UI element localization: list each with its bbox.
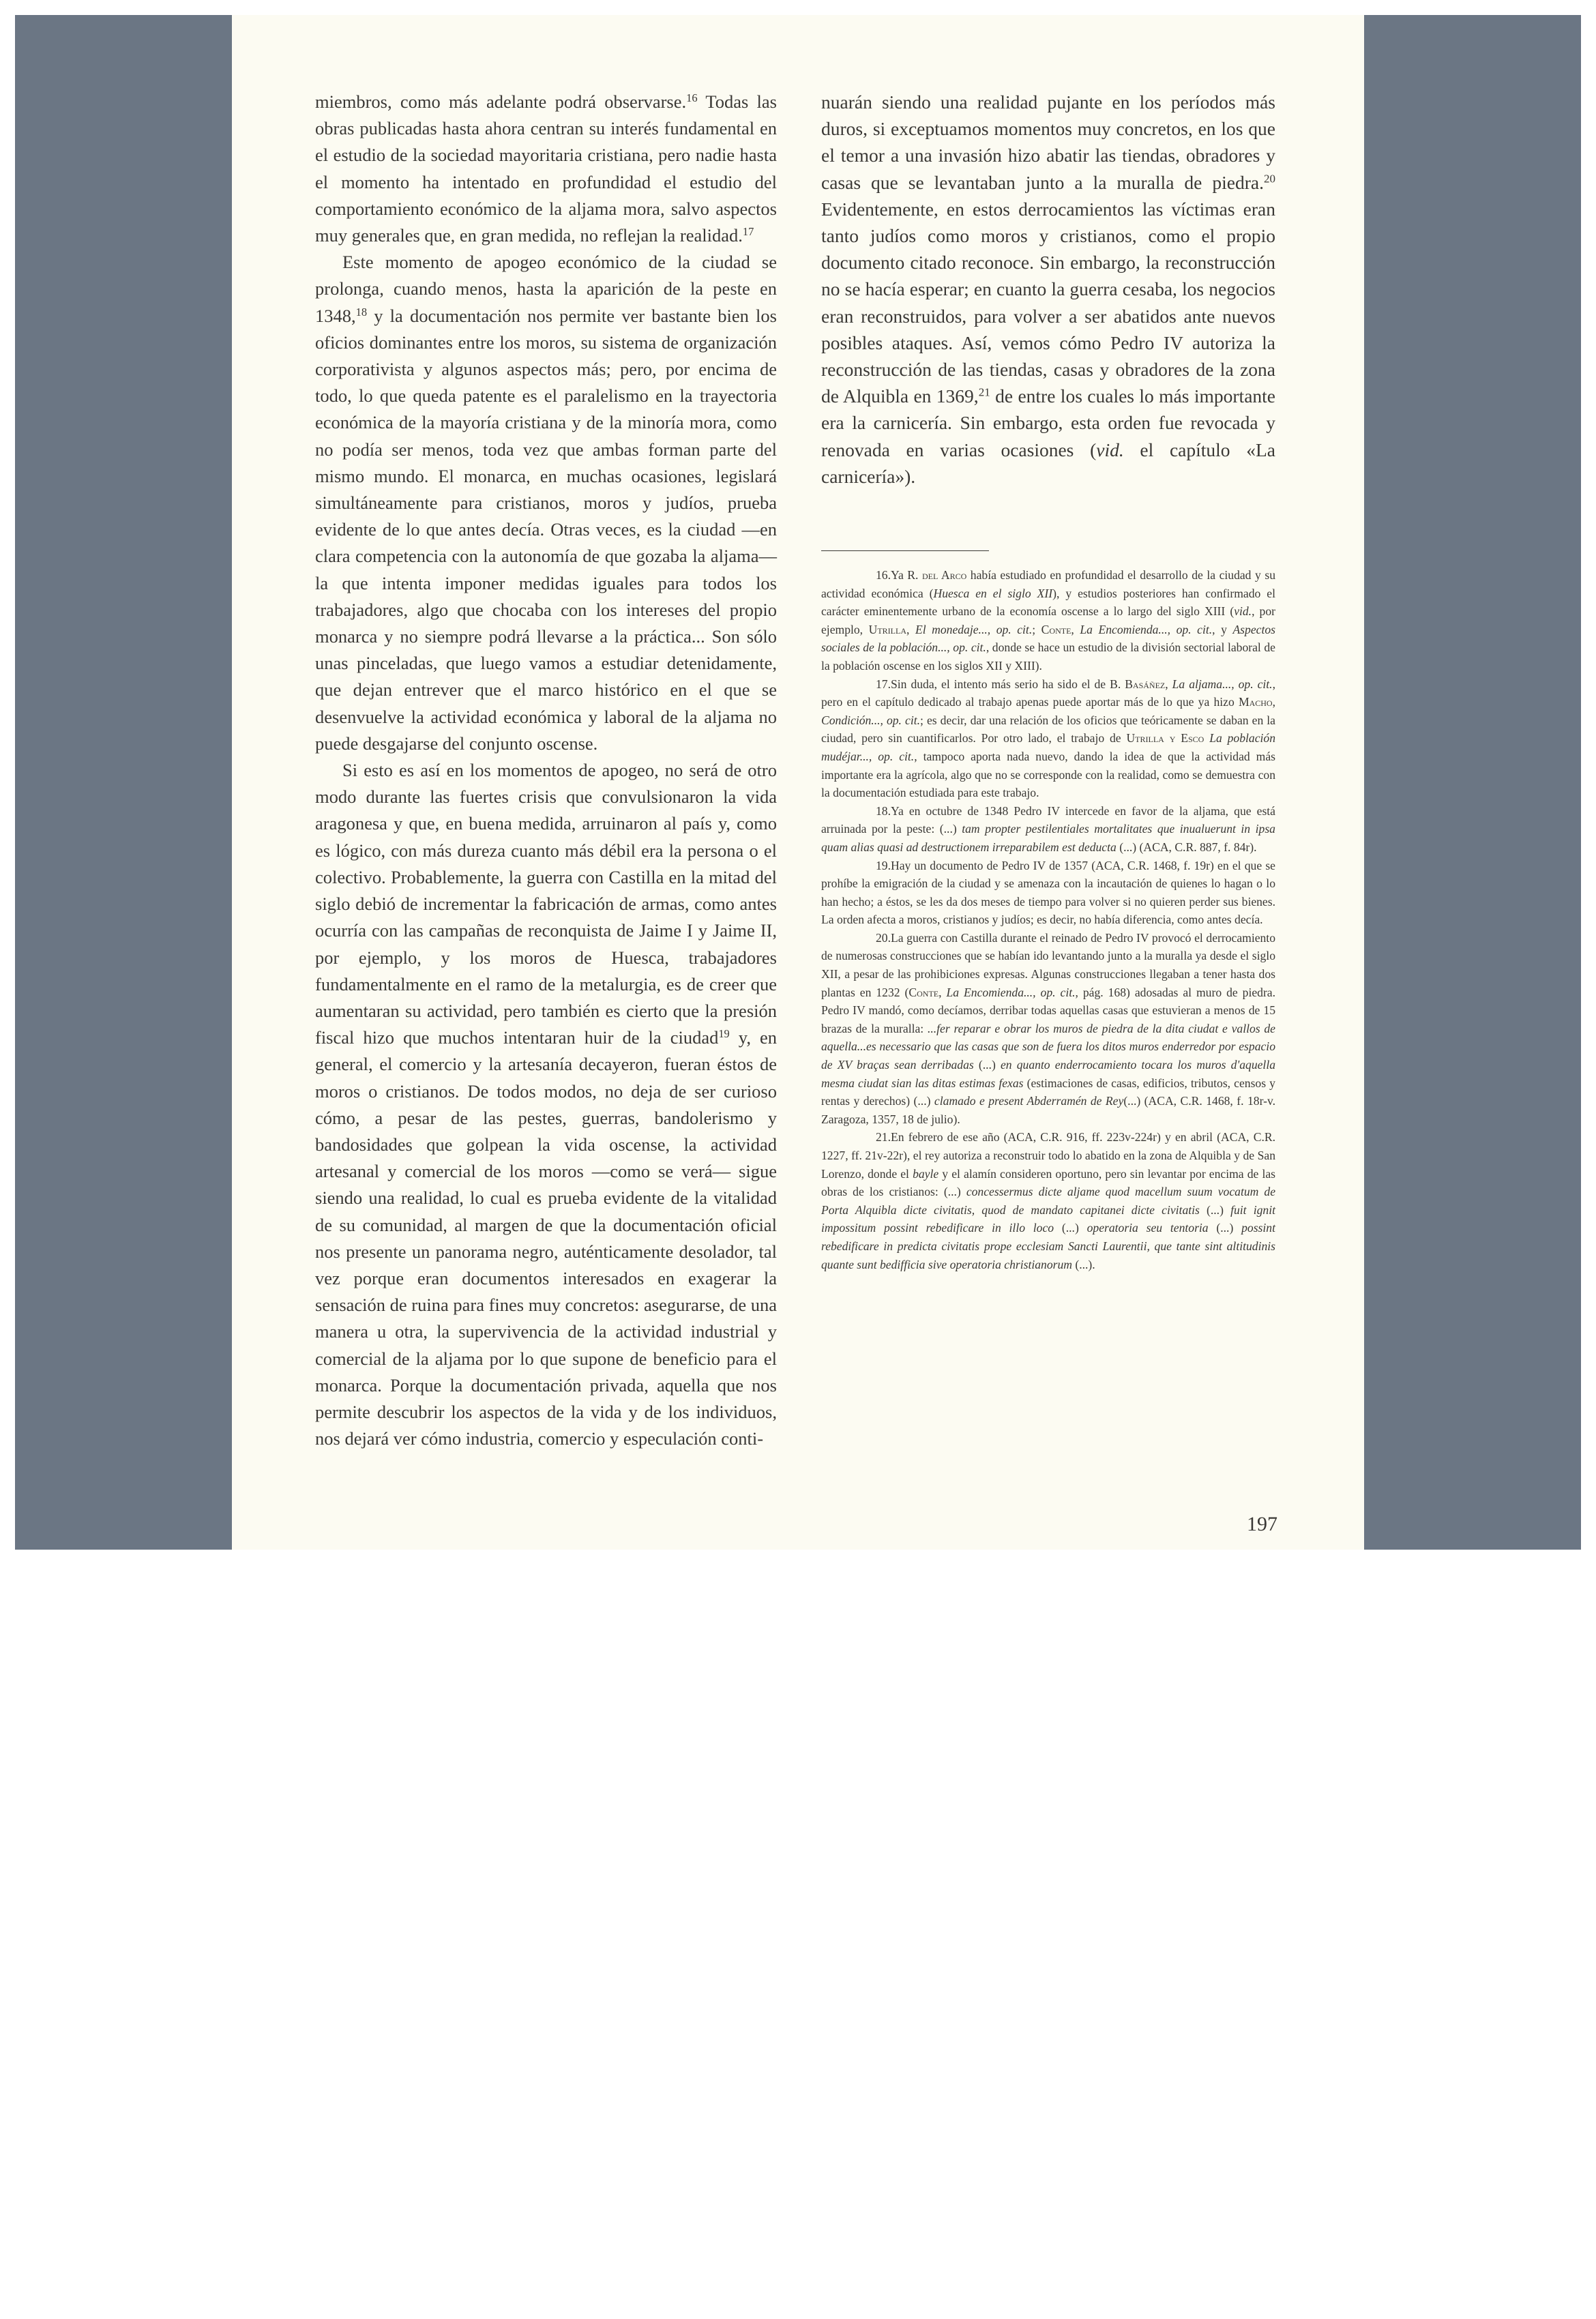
book-page (232, 15, 1364, 1550)
left-column (315, 89, 777, 1452)
footnote-20: 20.La guerra con Castilla durante el reinado de Pedro IV provocó el derrocamiento de numerosas construcciones que se habían ido levantando junto a la muralla ya desde el siglo XII, a pesar de las prohibiciones expresas. Algunas construcciones llegaban a tener hasta dos plantas en 1232 (Conte, La Encomienda..., op. cit., pág. 168) adosadas al muro de piedra. Pedro IV mandó, como decíamos, derribar todas aquellas casas que estuvieran a menos de 15 brazas de la muralla: ...fer reparar e obrar los muros de piedra de la dita ciudat e vallos de aquella...es necessario que las casas que son de fuera los ditos muros enderredor por espacio de XV braças sean derribadas (...) en quanto enderrocamiento tocara los muros d'aquella mesma ciudat sian las ditas estimas fexas (estimaciones de casas, edificios, tributos, censos y rentas y derechos) (...) clamado e present Abderramén de Rey(...) (ACA, C.R. 1468, f. 18r-v. Zaragoza, 1357, 18 de julio). (821, 930, 1276, 1126)
right-column (821, 89, 1275, 490)
paragraph: miembros, como más adelante podrá observarse.$^{16}$ Todas las obras publicadas hasta ahora centran su interés fundamental en el estudio de la sociedad mayoritaria cristiana, pero nadie hasta el momento ha intentado en profundidad el estudio del comportamiento económico de la aljama mora, salvo aspectos muy generales que, en gran medida, no reflejan la realidad.$^{17}$ (315, 91, 777, 246)
footnotes (821, 566, 1275, 1273)
footnote-ref: 19 (718, 1027, 730, 1041)
paragraph: Si esto es así en los momentos de apogeo, no será de otro modo durante las fuertes crisis que convulsionaron la vida aragonesa y que, en buena medida, arruinaron al país y, como es lógico, con más dureza cuanto más débil era la persona o el colectivo. Probablemente, la guerra con Castilla en la mitad del siglo debió de incrementar la fabricación de armas, como antes ocurría con las campañas de reconquista de Jaime I y Jaime II, por ejemplo, y los moros de Huesca, trabajadores fundamentalmente en el ramo de la metalurgia, es de creer que aumentaran su actividad, pero también es cierto que la presión fiscal hizo que muchos intentaran huir de la ciudad$^{19}$ y, en general, el comercio y la artesanía decayeron, fueran éstos de moros o cristianos. De todos modos, no deja de ser curioso cómo, a pesar de las pestes, guerras, bandolerismo y bandosidades que golpean la vida oscense, la actividad artesanal y comercial de los moros —como se verá— sigue siendo una realidad, lo cual es prueba evidente de la vitalidad de su comunidad, al margen de que la documentación oficial nos presente un panorama negro, auténticamente desolador, tal vez porque eran documentos interesados en exagerar la sensación de ruina para fines muy concretos: asegurarse, de una manera u otra, la supervivencia de la actividad industrial y comercial de la aljama por lo que supone de beneficio para el monarca. Porque la documentación privada, aquella que nos permite descubrir los aspectos de la vida y de los individuos, nos dejará ver cómo industria, comercio y especulación conti- (315, 760, 777, 1449)
footnote-ref: 20 (1263, 172, 1275, 186)
footnote-ref: 21 (978, 385, 990, 399)
footnote-18: 18.Ya en octubre de 1348 Pedro IV intercede en favor de la aljama, que está arruinada por la peste: (...) tam propter pestilentiales mortalitates que inualuerunt in ipsa quam alias quasi ad destructionem irreparabilem est deducta (...) (ACA, C.R. 887, f. 84r). (821, 803, 1275, 854)
footnote-16: 16.Ya R. del Arco había estudiado en profundidad el desarrollo de la ciudad y su actividad económica (Huesca en el siglo XII), y estudios posteriores han confirmado el carácter eminentemente urbano de la economía oscense a lo largo del siglo XIII (vid., por ejemplo, Utrilla, El monedaje..., op. cit.; Conte, La Encomienda..., op. cit., y Aspectos sociales de la población..., op. cit., donde se hace un estudio de la división sectorial laboral de la población oscense en los siglos XII y XIII). (821, 568, 1275, 673)
paragraph: Este momento de apogeo económico de la ciudad se prolonga, cuando menos, hasta la aparición de la peste en 1348,18 y la documentación nos permite ver bastante bien los oficios dominantes entre los moros, su sistema de organización corporativista y algunos aspectos más; pero, por encima de todo, lo que queda patente es el paralelismo en la trayectoria económica de la mayoría cristiana y de la minoría mora, como no podía ser menos, toda vez que ambas forman parte del mismo mundo. El monarca, en muchas ocasiones, legislará simultáneamente para cristianos, moros y judíos, prueba evidente de lo que antes decía. Otras veces, es la ciudad —en clara competencia con la autonomía de que gozaba la aljama— la que intenta imponer medidas iguales para todos los trabajadores, algo que chocaba con los intereses del propio monarca y no siempre podrá llevarse a la práctica... Son sólo unas pinceladas, que luego vamos a estudiar detenidamente, que dejan entrever que el marco histórico en el que se desenvuelve la actividad económica y laboral de la aljama no puede desgajarse del conjunto oscense. (315, 252, 777, 754)
footnote-ref: 16 (686, 91, 698, 104)
footnote-divider (821, 550, 989, 551)
footnote-ref: 18 (355, 305, 368, 319)
footnote-21: 21.En febrero de ese año (ACA, C.R. 916, ff. 223v-224r) y en abril (ACA, C.R. 1227, ff. 21v-22r), el rey autoriza a reconstruir todo lo abatido en la zona de Alquibla y de San Lorenzo, donde el bayle y el alamín consideren oportuno, pero sin levantar por encima de las obras de los cristianos: (...) concessermus dicte aljame quod macellum suum vocatum de Porta Alquibla dicte civitatis, quod de mandato capitanei dicte civitatis (...) fuit ignit impossitum possint rebedificare in illo loco (...) operatoria seu tentoria (...) possint rebedificare in predicta civitatis prope ecclesiam Sancti Laurentii, que tante sint altitudinis quante sunt bedifficia sive operatoria christianorum (...). (821, 1130, 1276, 1271)
page-number: 197 (1247, 1513, 1277, 1535)
footnote-ref: 17 (742, 224, 754, 238)
paragraph: nuarán siendo una realidad pujante en los períodos más duros, si exceptuamos momentos muy concretos, en los que el temor a una invasión hizo abatir las tiendas, obradores y casas que se levantaban junto a la muralla de piedra.$^{20}$ Evidentemente, en estos derrocamientos las víctimas eran tanto judíos como moros y cristianos, como el propio documento citado reconoce. Sin embargo, la reconstrucción no se hacía esperar; en cuanto la guerra cesaba, los negocios eran reconstruidos, para volver a ser abatidos ante nuevos posibles ataques. Así, vemos cómo Pedro IV autoriza la reconstrucción de las tiendas, casas y obradores de la zona de Alquibla en 1369,21 de entre los cuales lo más importante era la carnicería. Sin embargo, esta orden fue revocada y renovada en varias ocasiones (vid. el capítulo «La carnicería»). (821, 91, 1275, 487)
footnote-19: 19.Hay un documento de Pedro IV de 1357 (ACA, C.R. 1468, f. 19r) en el que se prohíbe la emigración de la ciudad y se amenaza con la incautación de quienes lo hagan o lo han hecho; a éstos, se les da dos meses de tiempo para volver si no quieren perder sus bienes. La orden afecta a moros, cristianos y judíos; es decir, no había diferencia, como antes decía. (821, 858, 1275, 927)
scan-background (15, 15, 1581, 1550)
footnote-17: 17.Sin duda, el intento más serio ha sido el de B. Basáñez, La aljama..., op. cit., pero en el capítulo dedicado al trabajo apenas puede aportar más de lo que ya hizo Macho, Condición..., op. cit.; es decir, dar una relación de los oficios que teóricamente se daban en la ciudad, pero sin cuantificarlos. Por otro lado, el trabajo de Utrilla y Esco La población mudéjar..., op. cit., tampoco aporta nada nuevo, dando la idea de que la actividad más importante era la agrícola, algo que no se corresponde con la realidad, como se demuestra con la documentación estudiada para este trabajo. (821, 677, 1275, 800)
